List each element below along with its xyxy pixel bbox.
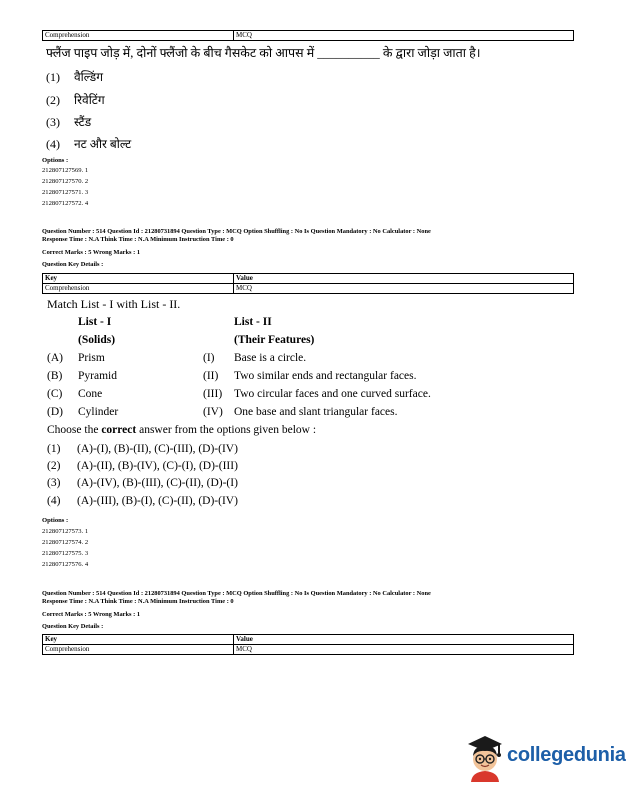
list-2-feature: Two circular faces and one curved surface. bbox=[234, 388, 431, 400]
marks-line: Correct Marks : 5 Wrong Marks : 1 bbox=[42, 249, 141, 256]
option-number: (3) bbox=[46, 115, 60, 129]
option-item bbox=[46, 135, 131, 152]
table-cell: Comprehension bbox=[43, 284, 234, 294]
top-key-table bbox=[42, 30, 574, 41]
question-meta-line: Response Time : N.A Think Time : N.A Minimum Instruction Time : 0 bbox=[42, 236, 234, 243]
list-2-numeral: (II) bbox=[203, 370, 219, 382]
list-2-feature: Base is a circle. bbox=[234, 352, 307, 364]
option-item bbox=[47, 477, 238, 489]
question-2-intro: Match List - I with List - II. bbox=[47, 297, 181, 311]
option-item bbox=[47, 460, 238, 472]
question-meta-line: Question Number : 514 Question Id : 21280731894 Question Type : MCQ Option Shuffling : No Is Question Mandatory : No Calculator : None bbox=[42, 590, 431, 597]
option-id: 212807127573. 1 bbox=[42, 528, 89, 535]
table-header-cell: Value bbox=[234, 274, 574, 284]
key-details-label: Question Key Details : bbox=[42, 623, 104, 630]
option-text: (A)-(II), (B)-(IV), (C)-(I), (D)-(III) bbox=[77, 460, 238, 472]
list-1-title: List - I bbox=[78, 316, 112, 328]
key-details-table bbox=[42, 273, 574, 294]
collegedunia-logo bbox=[462, 732, 626, 784]
option-item bbox=[46, 68, 103, 85]
option-number: (2) bbox=[46, 93, 60, 107]
list-1-item: Pyramid bbox=[78, 370, 117, 382]
list-1-subtitle: (Solids) bbox=[78, 334, 116, 346]
option-item bbox=[46, 91, 105, 108]
options-label: Options : bbox=[42, 157, 69, 164]
choose-text: answer from the options given below : bbox=[136, 424, 317, 436]
table-cell: MCQ bbox=[234, 645, 574, 655]
list-1-item: Cone bbox=[78, 388, 103, 400]
key-details-label: Question Key Details : bbox=[42, 261, 104, 268]
question-1-text: फ्लैंज पाइप जोड़ में, दोनों फ्लैंजो के बीच गैसकेट को आपस में __________ के द्वारा जोड़ा जाता है। bbox=[46, 46, 481, 60]
option-id: 212807127570. 2 bbox=[42, 178, 89, 185]
table-cell: MCQ bbox=[234, 31, 574, 41]
table-header-cell: Key bbox=[43, 274, 234, 284]
option-number: (1) bbox=[46, 70, 60, 84]
table-cell: MCQ bbox=[234, 284, 574, 294]
list-1-letter: (B) bbox=[47, 370, 63, 382]
table-cell: Comprehension bbox=[43, 645, 234, 655]
graduate-mascot-icon bbox=[462, 732, 508, 782]
choose-emphasis: correct bbox=[101, 424, 137, 436]
question-meta-line: Question Number : 514 Question Id : 21280731894 Question Type : MCQ Option Shuffling : No Is Question Mandatory : No Calculator : None bbox=[42, 228, 431, 235]
list-2-numeral: (I) bbox=[203, 352, 215, 364]
option-item bbox=[47, 443, 238, 455]
list-1-letter: (A) bbox=[47, 352, 63, 364]
logo-wordmark: collegedunia bbox=[507, 744, 626, 766]
option-number: (4) bbox=[47, 495, 61, 507]
option-text: (A)-(I), (B)-(II), (C)-(III), (D)-(IV) bbox=[77, 443, 238, 455]
list-2-numeral: (III) bbox=[203, 388, 223, 400]
option-id: 212807127571. 3 bbox=[42, 189, 89, 196]
option-text: वैल्डिंग bbox=[74, 70, 103, 84]
list-2-feature: Two similar ends and rectangular faces. bbox=[234, 370, 417, 382]
options-label: Options : bbox=[42, 517, 69, 524]
option-number: (3) bbox=[47, 477, 61, 489]
list-2-numeral: (IV) bbox=[203, 406, 223, 418]
option-text: रिवेटिंग bbox=[74, 93, 105, 107]
list-2-feature: One base and slant triangular faces. bbox=[234, 406, 398, 418]
list-1-letter: (C) bbox=[47, 388, 63, 400]
option-id: 212807127575. 3 bbox=[42, 550, 89, 557]
option-text: नट और बोल्ट bbox=[74, 137, 132, 151]
option-id: 212807127576. 4 bbox=[42, 561, 89, 568]
option-id: 212807127569. 1 bbox=[42, 167, 89, 174]
choose-text: Choose the bbox=[47, 424, 102, 436]
list-2-subtitle: (Their Features) bbox=[234, 334, 315, 346]
option-item bbox=[46, 113, 91, 130]
option-item bbox=[47, 495, 238, 507]
option-number: (2) bbox=[47, 460, 61, 472]
option-number: (4) bbox=[46, 137, 60, 151]
option-id: 212807127574. 2 bbox=[42, 539, 89, 546]
key-details-table bbox=[42, 634, 574, 655]
table-header-cell: Value bbox=[234, 635, 574, 645]
list-1-letter: (D) bbox=[47, 406, 63, 418]
option-id: 212807127572. 4 bbox=[42, 200, 89, 207]
option-text: (A)-(IV), (B)-(III), (C)-(II), (D)-(I) bbox=[77, 477, 238, 489]
question-meta-line: Response Time : N.A Think Time : N.A Minimum Instruction Time : 0 bbox=[42, 598, 234, 605]
option-number: (1) bbox=[47, 443, 61, 455]
option-text: स्टैंड bbox=[74, 115, 92, 129]
list-1-item: Prism bbox=[78, 352, 105, 364]
choose-instruction bbox=[47, 424, 316, 436]
option-text: (A)-(III), (B)-(I), (C)-(II), (D)-(IV) bbox=[77, 495, 238, 507]
table-cell: Comprehension bbox=[43, 31, 234, 41]
list-1-item: Cylinder bbox=[78, 406, 119, 418]
list-2-title: List - II bbox=[234, 316, 272, 328]
table-header-cell: Key bbox=[43, 635, 234, 645]
marks-line: Correct Marks : 5 Wrong Marks : 1 bbox=[42, 611, 141, 618]
